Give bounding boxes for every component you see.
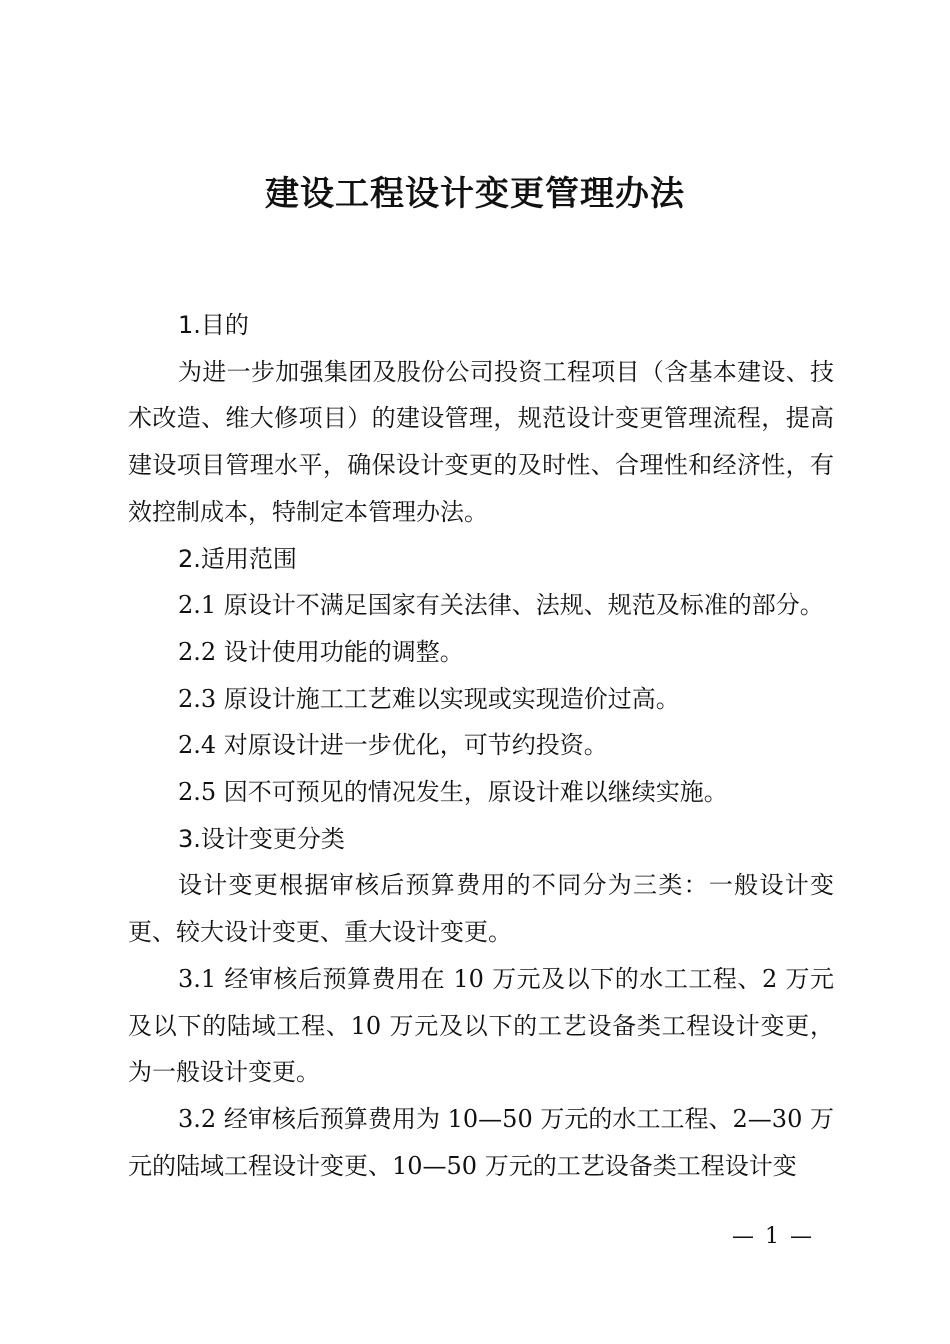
paragraph-scope-2-1: 2.1 原设计不满足国家有关法律、法规、规范及标准的部分。 [178,591,824,620]
paragraph-scope-2-3: 2.3 原设计施工工艺难以实现或实现造价过高。 [178,684,680,713]
document-title: 建设工程设计变更管理办法 [265,174,685,214]
paragraph-scope-2-2: 2.2 设计使用功能的调整。 [178,637,464,666]
paragraph-scope-2-5: 2.5 因不可预见的情况发生，原设计难以继续实施。 [178,778,728,807]
document-body [128,302,834,1189]
page-number: — 1 — [732,1224,814,1249]
paragraph-classification-intro: 设计变更根据审核后预算费用的不同分为三类：一般设计变更、较大设计变更、重大设计变更。 [128,871,834,947]
section-heading-classification: 3.设计变更分类 [178,824,345,853]
section-heading-scope: 2.适用范围 [178,544,297,573]
paragraph-purpose: 为进一步加强集团及股份公司投资工程项目（含基本建设、技术改造、维大修项目）的建设管理，规范设计变更管理流程，提高建设项目管理水平，确保设计变更的及时性、合理性和经济性，有效控制成本，特制定本管理办法。 [128,357,834,526]
paragraph-classification-3-2: 3.2 经审核后预算费用为 10—50 万元的水工工程、2—30 万元的陆域工程设计变更、10—50 万元的工艺设备类工程设计变 [128,1104,834,1180]
paragraph-classification-3-1: 3.1 经审核后预算费用在 10 万元及以下的水工工程、2 万元及以下的陆域工程、10 万元及以下的工艺设备类工程设计变更，为一般设计变更。 [128,964,834,1087]
section-heading-purpose: 1.目的 [178,311,249,339]
paragraph-scope-2-4: 2.4 对原设计进一步优化，可节约投资。 [178,731,608,760]
